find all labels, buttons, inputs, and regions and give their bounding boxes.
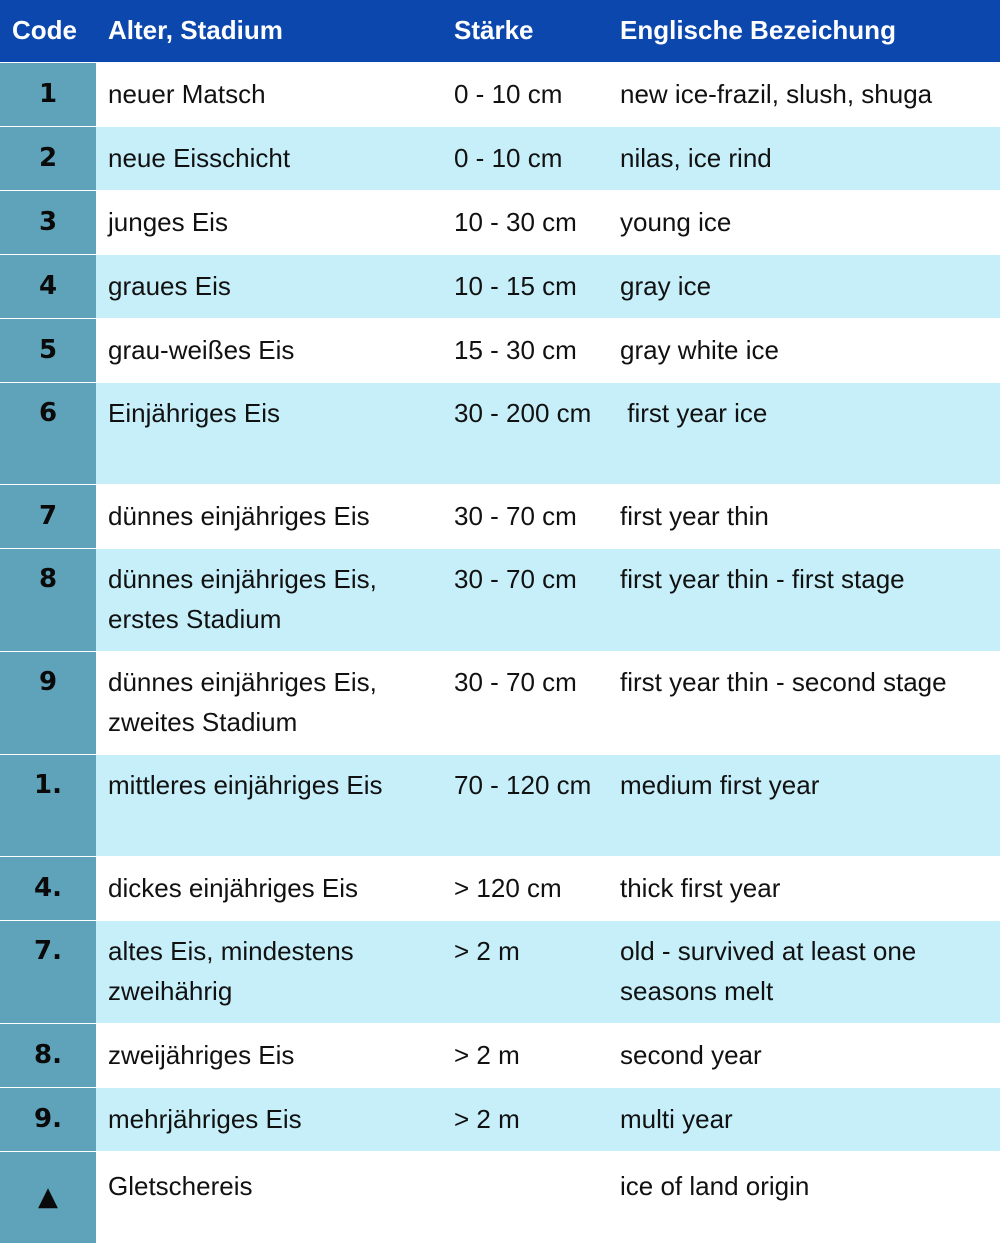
column-header-code: Code (12, 15, 77, 46)
staerke-cell: > 2 m (442, 920, 608, 1023)
code-cell: 8 (0, 548, 96, 651)
staerke-cell: > 2 m (442, 1087, 608, 1151)
code-cell: 8. (0, 1023, 96, 1087)
table-row (0, 190, 1000, 254)
table-row (0, 754, 1000, 856)
englisch-cell: first year ice (608, 382, 1000, 484)
staerke-cell: > 2 m (442, 1023, 608, 1087)
column-header-englische-bezeichung: Englische Bezeichung (620, 15, 896, 46)
englisch-cell: first year thin (608, 484, 1000, 548)
code-cell: 6 (0, 382, 96, 484)
table-row (0, 318, 1000, 382)
staerke-cell (442, 1151, 608, 1243)
code-cell: 4 (0, 254, 96, 318)
code-cell: 7. (0, 920, 96, 1023)
alter-cell: Einjähriges Eis (96, 382, 442, 484)
alter-cell: dünnes einjähriges Eis, erstes Stadium (96, 548, 442, 651)
table-header (0, 0, 1000, 62)
code-cell: 1 (0, 62, 96, 126)
alter-cell: junges Eis (96, 190, 442, 254)
alter-cell: Gletschereis (96, 1151, 442, 1243)
englisch-cell: first year thin - second stage (608, 651, 1000, 754)
alter-cell: dünnes einjähriges Eis, zweites Stadium (96, 651, 442, 754)
englisch-cell: young ice (608, 190, 1000, 254)
englisch-cell: old - survived at least one seasons melt (608, 920, 1000, 1023)
table-row (0, 548, 1000, 651)
table-row (0, 484, 1000, 548)
staerke-cell: 30 - 70 cm (442, 548, 608, 651)
table-row (0, 1151, 1000, 1243)
alter-cell: zweijähriges Eis (96, 1023, 442, 1087)
staerke-cell: > 120 cm (442, 856, 608, 920)
englisch-cell: multi year (608, 1087, 1000, 1151)
code-cell: 7 (0, 484, 96, 548)
englisch-cell: second year (608, 1023, 1000, 1087)
table-row (0, 254, 1000, 318)
alter-cell: dickes einjähriges Eis (96, 856, 442, 920)
code-cell: 5 (0, 318, 96, 382)
alter-cell: mehrjähriges Eis (96, 1087, 442, 1151)
table-row (0, 856, 1000, 920)
code-cell: 9 (0, 651, 96, 754)
staerke-cell: 0 - 10 cm (442, 126, 608, 190)
staerke-cell: 10 - 30 cm (442, 190, 608, 254)
triangle-icon: ▲ (38, 1182, 58, 1213)
code-cell (0, 1151, 96, 1243)
englisch-cell: gray white ice (608, 318, 1000, 382)
code-cell: 3 (0, 190, 96, 254)
alter-cell: dünnes einjähriges Eis (96, 484, 442, 548)
table-row (0, 382, 1000, 484)
alter-cell: neuer Matsch (96, 62, 442, 126)
englisch-cell: ice of land origin (608, 1151, 1000, 1243)
column-header-staerke: Stärke (454, 15, 534, 46)
staerke-cell: 30 - 70 cm (442, 651, 608, 754)
alter-cell: altes Eis, mindestens zweihährig (96, 920, 442, 1023)
englisch-cell: gray ice (608, 254, 1000, 318)
alter-cell: grau-weißes Eis (96, 318, 442, 382)
table-row (0, 920, 1000, 1023)
staerke-cell: 30 - 70 cm (442, 484, 608, 548)
code-cell: 1. (0, 754, 96, 856)
staerke-cell: 70 - 120 cm (442, 754, 608, 856)
table-body (0, 62, 1000, 1243)
staerke-cell: 30 - 200 cm (442, 382, 608, 484)
englisch-cell: thick first year (608, 856, 1000, 920)
header-row (0, 0, 1000, 62)
alter-cell: graues Eis (96, 254, 442, 318)
table-row (0, 1087, 1000, 1151)
englisch-cell: new ice-frazil, slush, shuga (608, 62, 1000, 126)
englisch-cell: nilas, ice rind (608, 126, 1000, 190)
table-row (0, 126, 1000, 190)
englisch-cell: first year thin - first stage (608, 548, 1000, 651)
table-row (0, 62, 1000, 126)
staerke-cell: 15 - 30 cm (442, 318, 608, 382)
table-row (0, 651, 1000, 754)
englisch-cell: medium first year (608, 754, 1000, 856)
code-cell: 9. (0, 1087, 96, 1151)
column-header-alter-stadium: Alter, Stadium (108, 15, 283, 46)
staerke-cell: 0 - 10 cm (442, 62, 608, 126)
alter-cell: mittleres einjähriges Eis (96, 754, 442, 856)
alter-cell: neue Eisschicht (96, 126, 442, 190)
code-cell: 4. (0, 856, 96, 920)
staerke-cell: 10 - 15 cm (442, 254, 608, 318)
table-row (0, 1023, 1000, 1087)
code-cell: 2 (0, 126, 96, 190)
